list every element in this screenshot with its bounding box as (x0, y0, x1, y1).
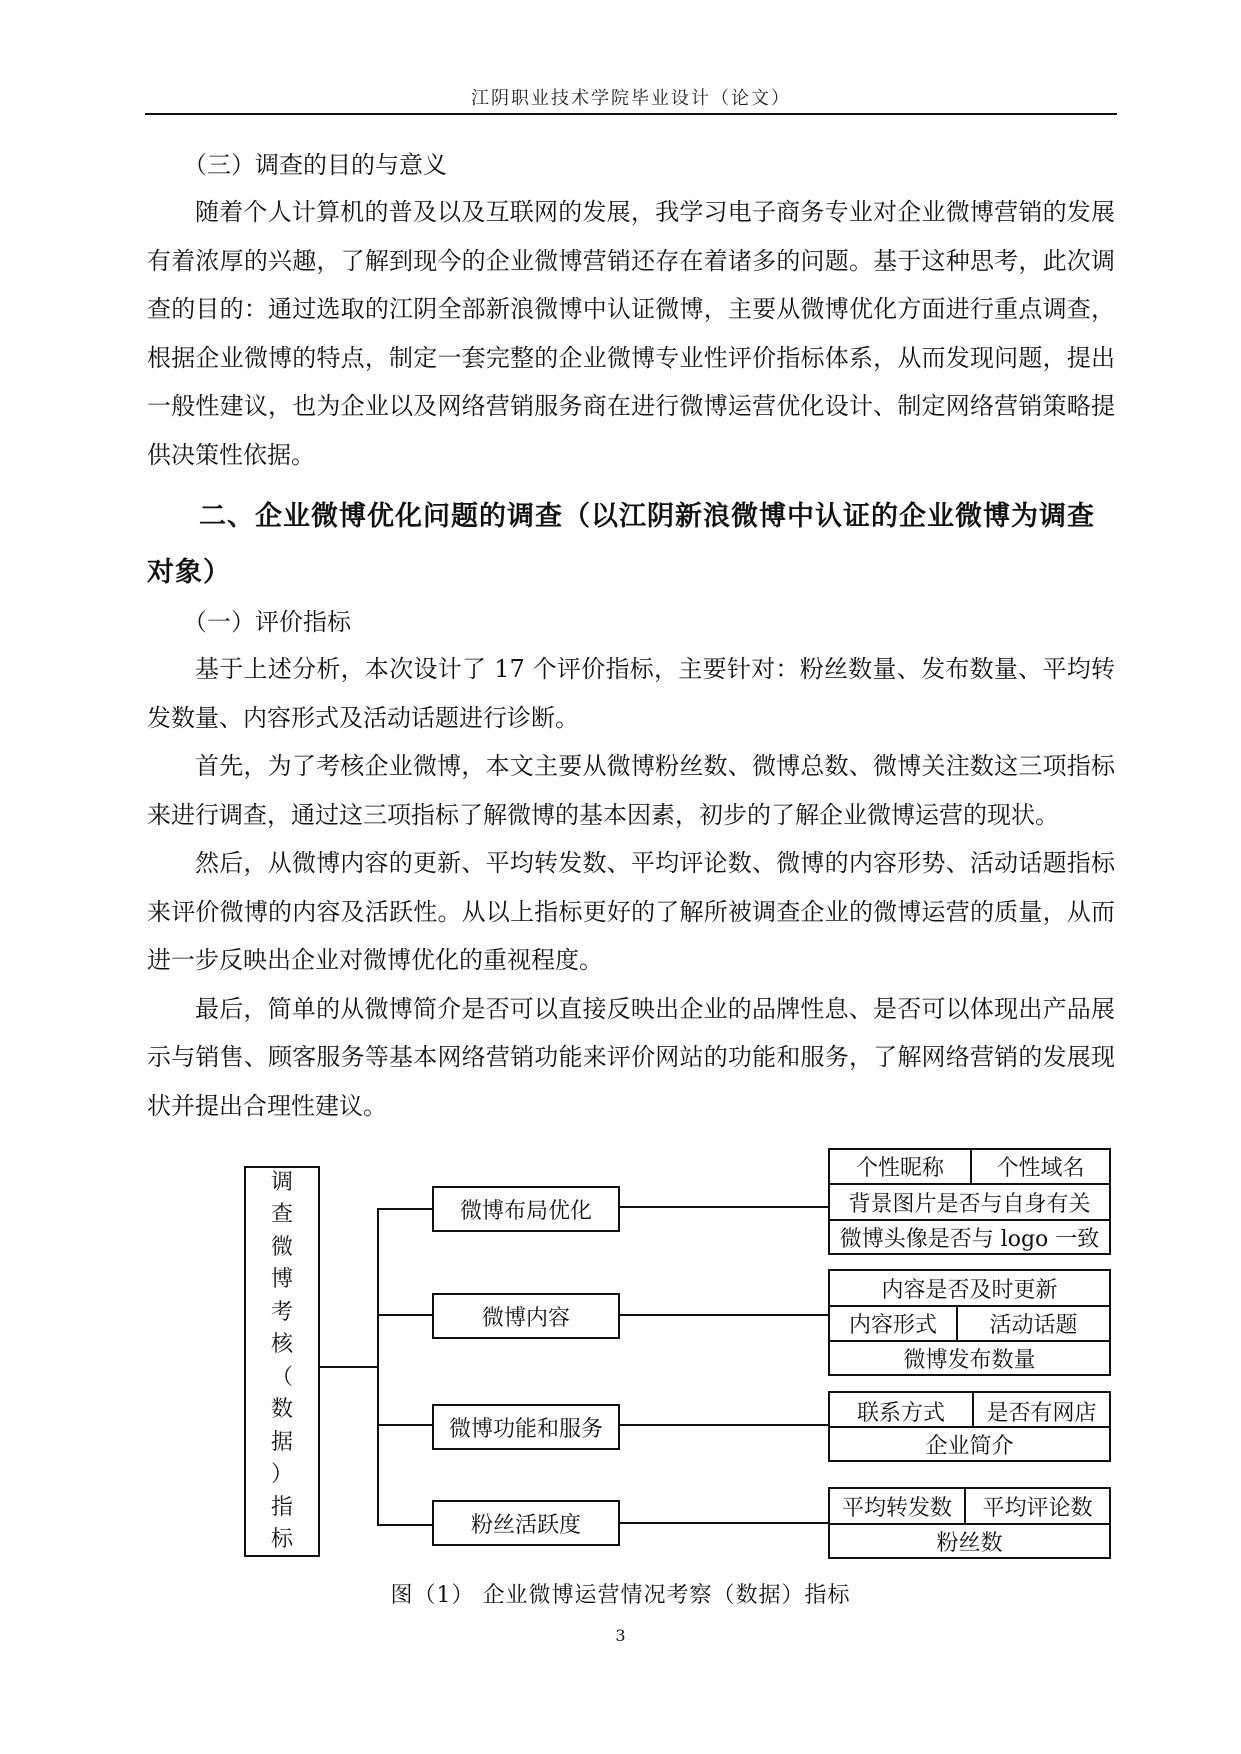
root-char: 博 (270, 1267, 293, 1292)
root-char: 核 (270, 1332, 293, 1357)
connector-out-1 (620, 1206, 830, 1208)
item-content-form: 内容形式 (848, 1313, 937, 1338)
body-text (147, 150, 1115, 1130)
item-avatar: 微博头像是否与 logo 一致 (839, 1227, 1100, 1252)
connector-branch-4 (377, 1524, 432, 1526)
item-domain: 个性域名 (996, 1156, 1085, 1181)
running-header: 江阴职业技术学院毕业设计（论文） (471, 88, 791, 109)
paragraph-purpose: 随着个人计算机的普及以及互联网的发展，我学习电子商务专业对企业微博营销的发展有着浓厚的兴趣，了解到现今的企业微博营销还存在着诸多的问题。基于这种思考，此次调查的目的：通过选取的江阴全部新浪微博中认证微博，主要从微博优化方面进行重点调查，根据企业微博的特点，制定一套完整的企业微博专业性评价指标体系，从而发现问题，提出一般性建议，也为企业以及网络营销服务商在进行微博运营优化设计、制定网络营销策略提供决策性依据。 (147, 198, 1115, 469)
root-char: 据 (270, 1429, 293, 1455)
connector-out-3 (620, 1424, 830, 1426)
item-contact: 联系方式 (856, 1401, 945, 1426)
root-char: 数 (270, 1397, 293, 1422)
connector-branch-2 (377, 1314, 432, 1316)
item-avg-comment: 平均评论数 (982, 1496, 1093, 1521)
branch-box-fans: 粉丝活跃度 (432, 1500, 620, 1546)
connector-out-2 (620, 1314, 830, 1316)
connector-trunk (377, 1208, 379, 1526)
paragraph-indicators-1: 基于上述分析，本次设计了 17 个评价指标，主要针对：粉丝数量、发布数量、平均转发数量、内容形式及活动话题进行诊断。 (147, 655, 1115, 732)
item-profile: 企业简介 (925, 1434, 1014, 1459)
branch-box-function: 微博功能和服务 (432, 1404, 620, 1450)
root-char: 考 (270, 1299, 293, 1325)
paragraph-indicators-4: 最后，简单的从微博简介是否可以直接反映出企业的品牌性息、是否可以体现出产品展示与销售、顾客服务等基本网络营销功能来评价网站的功能和服务，了解网络营销的发展现状并提出合理性建议。 (147, 994, 1115, 1120)
chapter-heading: 二、企业微博优化问题的调查（以江阴新浪微博中认证的企业微博为调查对象） (147, 501, 1095, 588)
root-char: 微 (270, 1234, 293, 1260)
section-heading-indicators: （一）评价指标 (183, 608, 351, 636)
root-char: 调 (270, 1169, 293, 1195)
root-box (244, 1166, 320, 1557)
connector-out-4 (620, 1522, 830, 1524)
branch-box-content: 微博内容 (432, 1293, 620, 1339)
connector-branch-1 (377, 1208, 432, 1210)
root-char: 指 (270, 1494, 293, 1520)
item-timely-update: 内容是否及时更新 (881, 1277, 1058, 1303)
item-background: 背景图片是否与自身有关 (848, 1191, 1091, 1217)
root-char: ） (270, 1462, 293, 1487)
connector-root (320, 1366, 378, 1368)
root-char: （ (270, 1364, 293, 1390)
item-fans-count: 粉丝数 (936, 1531, 1003, 1556)
item-online-shop: 是否有网店 (986, 1401, 1097, 1426)
figure-caption: 图（1） 企业微博运营情况考察（数据）指标 (390, 1583, 851, 1608)
root-char: 标 (270, 1527, 293, 1552)
paragraph-indicators-3: 然后，从微博内容的更新、平均转发数、平均评论数、微博的内容形势、活动话题指标来评价微博的内容及活跃性。从以上指标更好的了解所被调查企业的微博运营的质量，从而进一步反映出企业对微博优化的重视程度。 (147, 849, 1115, 974)
root-char: 查 (270, 1202, 293, 1227)
section-heading-purpose: （三）调查的目的与意义 (183, 151, 447, 179)
item-activity-topic: 活动话题 (989, 1313, 1078, 1338)
item-nickname: 个性昵称 (855, 1156, 944, 1181)
item-post-count: 微博发布数量 (903, 1348, 1036, 1373)
branch-box-layout: 微博布局优化 (432, 1186, 620, 1232)
header-rule (145, 113, 1117, 115)
item-avg-forward: 平均转发数 (841, 1496, 952, 1521)
page-number: 3 (615, 1626, 626, 1645)
paragraph-indicators-2: 首先，为了考核企业微博，本文主要从微博粉丝数、微博总数、微博关注数这三项指标来进行调查，通过这三项指标了解微博的基本因素，初步的了解企业微博运营的现状。 (147, 752, 1115, 829)
connector-branch-3 (377, 1424, 432, 1426)
